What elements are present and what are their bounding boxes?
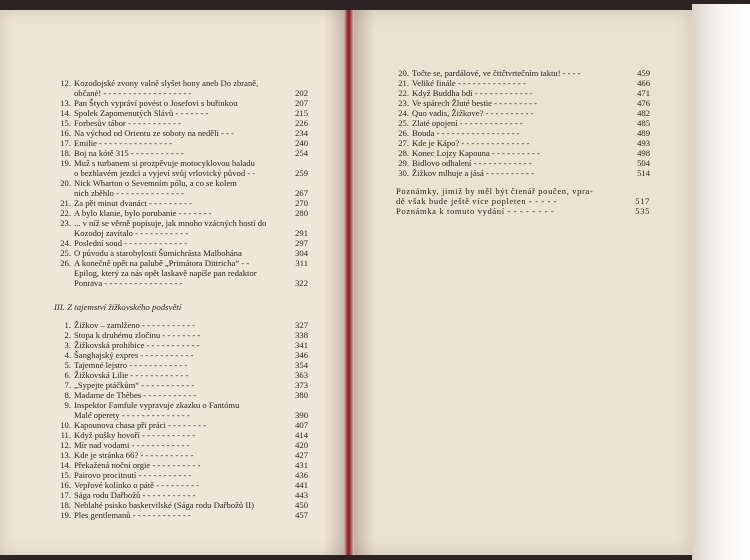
toc-entry-title [74, 218, 308, 238]
toc-entry-line: Kde je stránka 66? - - - - - - - - - - - [74, 450, 194, 460]
toc-page-number: 407 [295, 420, 308, 430]
toc-entry-number: 16. [60, 128, 71, 138]
toc-page-number: 436 [295, 470, 308, 480]
toc-entry-number: 30. [398, 168, 409, 178]
toc-entry-title [74, 178, 308, 198]
toc-entry-title [74, 98, 308, 108]
toc-entry-title [74, 208, 308, 218]
toc-entry-number: 19. [60, 510, 71, 520]
toc-entry-number: 15. [60, 118, 71, 128]
toc-page-number: 280 [295, 208, 308, 218]
gutter-shadow-right [354, 10, 376, 555]
toc-page-number: 504 [637, 158, 650, 168]
toc-entry [58, 390, 308, 400]
toc-entry-title [396, 206, 650, 216]
toc-entry-line: Ve spárech Žluté bestie - - - - - - - - - [412, 98, 538, 108]
toc-entry [58, 98, 308, 108]
toc-entry-line: Bouda - - - - - - - - - - - - - - - - - [412, 128, 520, 138]
toc-entry [396, 186, 650, 206]
toc-entry-number: 3. [64, 340, 71, 350]
toc-entry-line: Žižkov – zamlženo - - - - - - - - - - - [74, 320, 195, 330]
toc-entry-title [74, 118, 308, 128]
toc-entry-number: 6. [64, 370, 71, 380]
toc-entry-line: Inspektor Famfule vypravuje zkazku o Fantómu [74, 400, 240, 410]
toc-page-number: 202 [295, 88, 308, 98]
toc-entry-title [74, 370, 308, 380]
toc-entry [58, 198, 308, 208]
toc-entry [58, 360, 308, 370]
toc-entry-number: 23. [60, 218, 71, 228]
toc-entry-line: Emilie - - - - - - - - - - - - - - - [74, 138, 173, 148]
toc-page-number: 517 [635, 196, 650, 206]
toc-page-number: 363 [295, 370, 308, 380]
toc-page-number: 459 [637, 68, 650, 78]
toc-entry-line: Muž s turbanem si prozpěvuje motocyklovou baladu [74, 158, 255, 168]
toc-entry [58, 148, 308, 158]
toc-page-number: 327 [295, 320, 308, 330]
toc-entry [58, 380, 308, 390]
toc-notes-list [396, 186, 650, 216]
toc-entry-title [412, 68, 650, 78]
toc-entry-number: 1. [64, 320, 71, 330]
toc-entry-line: Žižkovská Lilie - - - - - - - - - - - - [74, 370, 189, 380]
toc-entry-title [412, 98, 650, 108]
toc-entry-number: 7. [64, 380, 71, 390]
toc-page-number: 338 [295, 330, 308, 340]
toc-entry-number: 13. [60, 450, 71, 460]
toc-entry [58, 480, 308, 490]
toc-page-number: 226 [295, 118, 308, 128]
book-spine [344, 10, 354, 555]
toc-entry-title [74, 238, 308, 248]
toc-entry [58, 340, 308, 350]
toc-entry-title [74, 148, 308, 158]
toc-entry-line: A konečně opět na palubě „Primátora Dittricha“ - - [74, 258, 250, 268]
toc-page-number: 489 [637, 128, 650, 138]
toc-entry [58, 248, 308, 258]
toc-entry-line: A bylo klanie, bylo porubanie - - - - - - - [74, 208, 212, 218]
toc-page-number: 380 [295, 390, 308, 400]
toc-entry-number: 27. [398, 138, 409, 148]
section-title-part-3: III. Z tajemství žižkovského podsvětí [54, 302, 182, 312]
toc-entry-line: Forbesův tábor - - - - - - - - - - - [74, 118, 181, 128]
toc-entry-title [74, 340, 308, 350]
toc-page-number: 267 [295, 188, 308, 198]
toc-entry-title [412, 138, 650, 148]
toc-entry-number: 10. [60, 420, 71, 430]
toc-entry-line: Poslední soud - - - - - - - - - - - - - [74, 238, 188, 248]
toc-entry-number [58, 268, 74, 288]
toc-entry-number: 25. [60, 248, 71, 258]
toc-entry-title [412, 158, 650, 168]
toc-entry [58, 258, 308, 268]
toc-entry-title [74, 268, 308, 288]
toc-entry-number: 13. [60, 98, 71, 108]
toc-page-number: 420 [295, 440, 308, 450]
toc-entry [58, 490, 308, 500]
toc-entry-title [74, 460, 308, 470]
toc-entry [396, 206, 650, 216]
toc-entry-line: Točte se, pardálové, ve čttčtvrtečním taktu! - - - - [412, 68, 581, 78]
toc-entry [58, 320, 308, 330]
toc-entry [58, 158, 308, 178]
toc-entry-line: nich zběhlo - - - - - - - - - - - - - - [74, 188, 184, 198]
toc-entry [58, 440, 308, 450]
toc-entry-number: 20. [398, 68, 409, 78]
toc-entry-line: Žižkov mlhuje a jásá - - - - - - - - - - [412, 168, 534, 178]
toc-entry [58, 268, 308, 288]
toc-entry [58, 118, 308, 128]
toc-entry [58, 138, 308, 148]
toc-page-number: 450 [295, 500, 308, 510]
toc-entry-number: 21. [398, 78, 409, 88]
toc-entry-line: Pan Štych vypráví povést o Josefovi s buřinkou [74, 98, 238, 108]
toc-page-number: 373 [295, 380, 308, 390]
toc-entry [58, 178, 308, 198]
toc-entry-title [74, 390, 308, 400]
toc-entry-line: Veliké finále - - - - - - - - - - - - - - [412, 78, 526, 88]
toc-right-column [396, 68, 650, 216]
toc-entry-line: Kapounova chasa při práci - - - - - - - - [74, 420, 206, 430]
toc-entry-number: 26. [398, 128, 409, 138]
toc-page-number: 441 [295, 480, 308, 490]
toc-entry-number: 12. [60, 440, 71, 450]
toc-entry [396, 128, 650, 138]
toc-page-number: 427 [295, 450, 308, 460]
toc-entry-title [74, 380, 308, 390]
toc-entry [58, 108, 308, 118]
toc-left-column [54, 78, 308, 520]
toc-entry-line: Kde je Kápo? - - - - - - - - - - - - - - [412, 138, 530, 148]
toc-entry-line: Spolek Zapomenutých Slávů - - - - - - - [74, 108, 209, 118]
toc-entry-title [74, 400, 308, 420]
toc-entry [58, 330, 308, 340]
toc-entry [58, 350, 308, 360]
toc-entry-number: 4. [64, 350, 71, 360]
gutter-shadow-left [324, 10, 346, 555]
toc-entry-title [412, 128, 650, 138]
toc-entry-number: 25. [398, 118, 409, 128]
toc-entry-line: Ples gentlemanů - - - - - - - - - - - - [74, 510, 191, 520]
toc-entry-number: 2. [64, 330, 71, 340]
toc-entry-number: 28. [398, 148, 409, 158]
toc-entry [58, 430, 308, 440]
toc-entry-line: Boj na kótě 315 - - - - - - - - - - - [74, 148, 184, 158]
toc-page-number: 414 [295, 430, 308, 440]
toc-entry-number: 20. [60, 178, 71, 188]
toc-entry-number: 24. [398, 108, 409, 118]
toc-entry [396, 138, 650, 148]
toc-entry-number: 22. [398, 88, 409, 98]
toc-entry-line: Šanghajský expres - - - - - - - - - - - [74, 350, 194, 360]
toc-entry-title [74, 470, 308, 480]
toc-entry-line: o bezhlavém jezdci a vyjeví svůj vrlovický původ - - [74, 168, 256, 178]
toc-entry-title [74, 128, 308, 138]
toc-entry [58, 470, 308, 480]
toc-entry-number: 14. [60, 460, 71, 470]
toc-entry-title [412, 78, 650, 88]
toc-entry [58, 208, 308, 218]
toc-page-number: 291 [295, 228, 308, 238]
toc-entry-number: 24. [60, 238, 71, 248]
toc-entry-line: občané! - - - - - - - - - - - - - - - - - - [74, 88, 192, 98]
toc-page-number: 297 [295, 238, 308, 248]
toc-page-number: 346 [295, 350, 308, 360]
toc-entry-number: 19. [60, 158, 71, 168]
toc-entry-title [74, 440, 308, 450]
toc-entry-number: 17. [60, 138, 71, 148]
toc-page-number: 270 [295, 198, 308, 208]
toc-page-number: 482 [637, 108, 650, 118]
toc-part-3-continued-list [396, 68, 650, 178]
toc-entry-line: Mír nad vodami - - - - - - - - - - - - [74, 440, 190, 450]
toc-entry [58, 218, 308, 238]
toc-entry [58, 450, 308, 460]
toc-entry [58, 500, 308, 510]
toc-entry-line: Když Buddha bdí - - - - - - - - - - - - [412, 88, 533, 98]
toc-entry [396, 118, 650, 128]
toc-entry-line: Kozodoj zavítalo - - - - - - - - - - - [74, 228, 189, 238]
toc-entry-number: 18. [60, 148, 71, 158]
toc-entry-line: Za pět minut dvanáct - - - - - - - - - [74, 198, 192, 208]
toc-page-number: 514 [637, 168, 650, 178]
toc-entry-number: 22. [60, 208, 71, 218]
toc-entry-number: 11. [60, 430, 71, 440]
toc-entry [58, 510, 308, 520]
toc-entry-line: Madame de Thèbes - - - - - - - - - - - [74, 390, 197, 400]
toc-entry-line: Překažená noční orgie - - - - - - - - - - [74, 460, 201, 470]
toc-entry-line: Pairovo procitnutí - - - - - - - - - - - [74, 470, 192, 480]
toc-entry-number: 26. [60, 258, 71, 268]
toc-entry [58, 128, 308, 138]
toc-entry-title [74, 330, 308, 340]
toc-entry-line: Žižkovská prohibice - - - - - - - - - - - [74, 340, 200, 350]
toc-entry-line: Ponrava - - - - - - - - - - - - - - - - [74, 278, 183, 288]
toc-entry-title [74, 320, 308, 330]
toc-page-number: 476 [637, 98, 650, 108]
toc-entry-line: Neblahé psisko baskervilské (Sága rodu Dařbožů II) [74, 500, 254, 510]
toc-page-number: 457 [295, 510, 308, 520]
toc-entry-title [74, 490, 308, 500]
toc-entry-number: 21. [60, 198, 71, 208]
page-edge-background [692, 4, 750, 560]
toc-entry-line: Kozodojské zvony valně slyšet hony aneb Do zbraně, [74, 78, 259, 88]
toc-page-number: 311 [295, 258, 308, 268]
toc-entry [58, 238, 308, 248]
toc-entry-title [74, 430, 308, 440]
toc-entry-line: dě však bude ještě více popleten - - - - - [396, 196, 558, 206]
toc-entry-title [74, 480, 308, 490]
toc-part-2-list [58, 78, 308, 288]
toc-page-number: 322 [295, 278, 308, 288]
toc-entry-title [74, 248, 308, 258]
toc-entry-number: 9. [64, 400, 71, 410]
toc-page-number: 485 [637, 118, 650, 128]
toc-page-number: 234 [295, 128, 308, 138]
toc-entry-title [412, 88, 650, 98]
toc-page-number: 240 [295, 138, 308, 148]
toc-entry [396, 168, 650, 178]
toc-entry [58, 420, 308, 430]
toc-entry-number: 18. [60, 500, 71, 510]
toc-entry-number: 12. [60, 78, 71, 88]
toc-entry-line: Bidlovo odhalení - - - - - - - - - - - - [412, 158, 532, 168]
toc-entry-line: Poznámky, jimiž by měl být čtenář poučen, vpra- [396, 186, 594, 196]
toc-page-number: 390 [295, 410, 308, 420]
toc-page-number: 207 [295, 98, 308, 108]
toc-entry-number: 15. [60, 470, 71, 480]
toc-page-number: 341 [295, 340, 308, 350]
toc-page-number: 471 [637, 88, 650, 98]
toc-entry-number: 17. [60, 490, 71, 500]
toc-entry-title [412, 168, 650, 178]
toc-entry [396, 98, 650, 108]
toc-page-number: 431 [295, 460, 308, 470]
toc-entry-line: Sága rodu Dařbožů - - - - - - - - - - - [74, 490, 196, 500]
toc-entry [396, 158, 650, 168]
toc-page-number: 304 [295, 248, 308, 258]
toc-entry-line: O původu a starobylosti Šumichrásta Malbohána [74, 248, 242, 258]
toc-entry-title [74, 350, 308, 360]
toc-page-number: 443 [295, 490, 308, 500]
toc-entry-line: Vepřové kolínko o pátě - - - - - - - - - [74, 480, 200, 490]
toc-entry-line: Poznámka k tomuto vydání - - - - - - - - [396, 206, 555, 216]
toc-page-number: 259 [295, 168, 308, 178]
toc-page-number: 354 [295, 360, 308, 370]
toc-entry-number: 5. [64, 360, 71, 370]
toc-entry-title [74, 138, 308, 148]
toc-entry-title [74, 500, 308, 510]
toc-entry-title [74, 108, 308, 118]
toc-entry-title [74, 510, 308, 520]
toc-entry-line: Když pušky hovoří - - - - - - - - - - - [74, 430, 195, 440]
toc-page-number: 498 [637, 148, 650, 158]
toc-entry [58, 400, 308, 420]
toc-entry [396, 88, 650, 98]
toc-entry [396, 68, 650, 78]
toc-entry [58, 370, 308, 380]
toc-page-number: 215 [295, 108, 308, 118]
toc-entry-number: 14. [60, 108, 71, 118]
toc-entry-line: Na východ od Orientu ze soboty na neděli - - - [74, 128, 234, 138]
toc-entry [58, 460, 308, 470]
toc-page-number: 254 [295, 148, 308, 158]
toc-entry-line: Tajemné lejstro - - - - - - - - - - - - [74, 360, 188, 370]
toc-entry-title [74, 420, 308, 430]
toc-entry-title [412, 148, 650, 158]
toc-entry-title [412, 108, 650, 118]
toc-part-3-list [58, 320, 308, 520]
toc-entry-title [396, 186, 650, 206]
toc-entry-number: 16. [60, 480, 71, 490]
toc-entry-title [74, 258, 308, 268]
toc-entry-line: Epilog, který za nás opět laskavě napíše pan redaktor [74, 268, 257, 278]
toc-entry-line: Konec Lojzy Kapouna - - - - - - - - - - [412, 148, 540, 158]
toc-entry-title [74, 78, 308, 98]
toc-entry-number: 23. [398, 98, 409, 108]
toc-page-number: 535 [635, 206, 650, 216]
toc-entry-number: 8. [64, 390, 71, 400]
toc-entry-title [412, 118, 650, 128]
toc-entry [58, 78, 308, 98]
toc-entry-line: „Sypejte ptáčkům“ - - - - - - - - - - - [74, 380, 195, 390]
toc-entry-title [74, 450, 308, 460]
toc-entry [396, 108, 650, 118]
toc-entry [396, 78, 650, 88]
toc-entry-line: Nick Wharton o Sevemním pólu, a co se kolem [74, 178, 237, 188]
toc-entry-line: Malé operety - - - - - - - - - - - - - - [74, 410, 190, 420]
toc-entry-title [74, 360, 308, 370]
toc-entry-line: Quo vadis, Žižkove? - - - - - - - - - - [412, 108, 534, 118]
toc-page-number: 466 [637, 78, 650, 88]
toc-entry-title [74, 158, 308, 178]
toc-page-number: 493 [637, 138, 650, 148]
toc-entry-line: ... v níž se věrně popisuje, jak mnoho vzácných hostí do [74, 218, 267, 228]
toc-entry-line: Zlaté opojení - - - - - - - - - - - - - [412, 118, 523, 128]
toc-entry-number: 29. [398, 158, 409, 168]
toc-entry [396, 148, 650, 158]
toc-entry-line: Stopa k druhému zločinu - - - - - - - - [74, 330, 201, 340]
toc-entry-title [74, 198, 308, 208]
